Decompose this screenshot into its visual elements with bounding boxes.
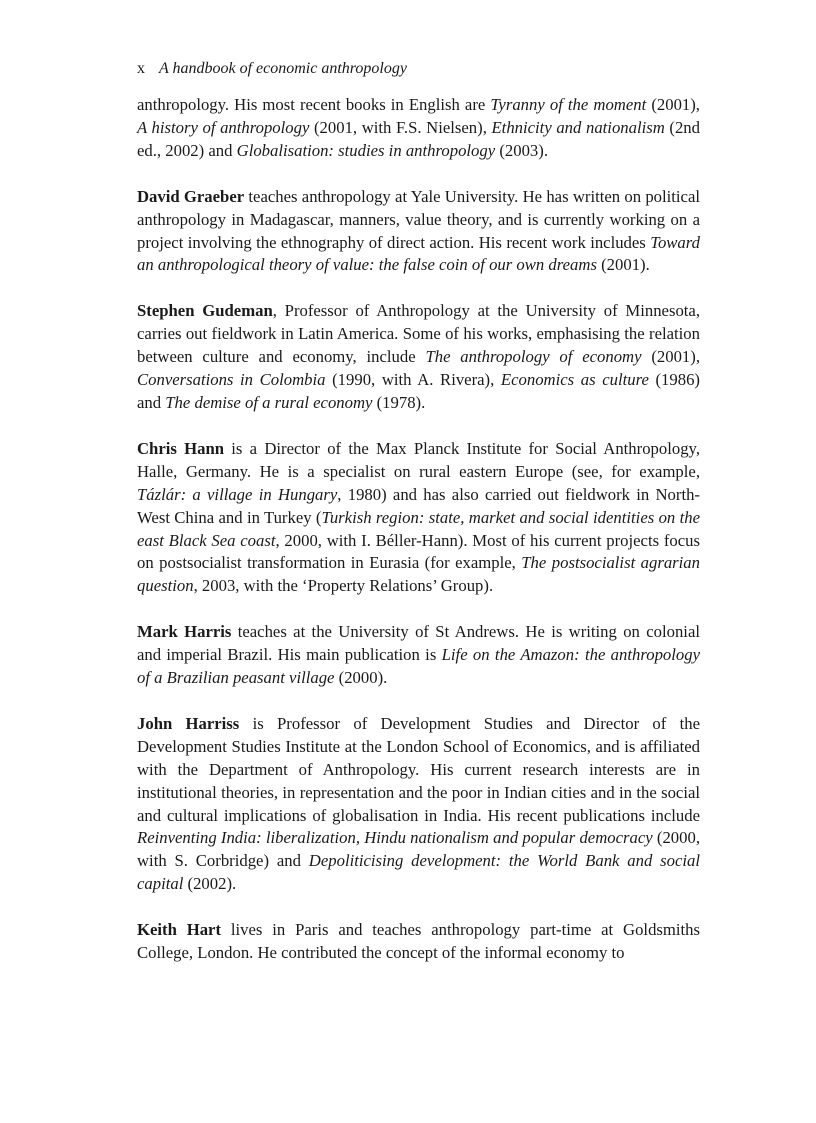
entry-text: , Professor of Anthropology at the University of Minnesota, carries out fieldwork in Latin America. Some of his works, emphasising the relation between culture and economy, include — [137, 301, 701, 367]
entry-text: (1990, with A. Rivera), — [325, 370, 501, 390]
entry-text: (2001), — [646, 95, 700, 114]
work-title: Toward an anthropological theory of value: the false coin of our own dreams — [137, 232, 700, 275]
book-title: A handbook of economic anthropology — [159, 60, 407, 77]
contributor-entry — [137, 713, 700, 896]
entry-text: , 1980) and has also carried out fieldwork in North-West China and in Turkey ( — [137, 484, 700, 527]
entry-text: teaches anthropology at Yale University. He has written on political anthropology in Madagascar, manners, value theory, and is currently working on a project involving the ethnography of direct action. His recent work includes — [137, 186, 701, 252]
entry-text: , 2000, with I. Béller-Hann). Most of his current projects focus on postsocialist transformation in Eurasia (for example, — [137, 530, 700, 573]
work-title: The postsocialist agrarian question — [137, 553, 700, 596]
entry-text: (2001, with F.S. Nielsen), — [309, 117, 492, 137]
entry-text: lives in Paris and teaches anthropology part-time at Goldsmiths College, London. He contributed the concept of the informal economy to — [137, 920, 700, 963]
work-title: Ethnicity and nationalism — [491, 117, 665, 137]
running-head — [137, 58, 700, 80]
work-title: The anthropology of economy — [425, 347, 642, 367]
entry-text: , 2003, with the ‘Property Relations’ Group). — [193, 576, 494, 596]
entry-text: (2001), — [641, 347, 700, 367]
contributor-entry — [137, 300, 700, 415]
entry-text: is a Director of the Max Planck Institute for Social Anthropology, Halle, Germany. He is a specialist on rural eastern Europe (see, for example, — [137, 438, 700, 481]
entry-text: (1978). — [372, 392, 426, 412]
entry-text: (1986) and — [137, 370, 700, 412]
contributor-entry — [137, 438, 700, 598]
contributor-name: Keith Hart — [137, 920, 222, 940]
page — [137, 58, 700, 988]
entry-text: (2002). — [183, 874, 237, 894]
work-title: The demise of a rural economy — [165, 392, 373, 412]
work-title: Turkish region: state, market and social identities on the east Black Sea coast — [137, 507, 700, 550]
work-title: Tázlár: a village in Hungary — [137, 484, 338, 504]
contributor-name: Chris Hann — [137, 438, 225, 458]
contributor-entry — [137, 919, 700, 965]
work-title: Depoliticising development: the World Bank and social capital — [137, 851, 701, 894]
work-title: Reinventing India: liberalization, Hindu nationalism and popular democracy — [137, 828, 653, 848]
contributor-name: Stephen Gudeman — [137, 301, 273, 321]
entry-text: (2nd ed., 2002) and — [137, 117, 700, 160]
contributor-name: David Graeber — [137, 186, 245, 206]
work-title: Economics as culture — [500, 370, 649, 390]
contributor-name: John Harriss — [137, 713, 240, 733]
work-title: Life on the Amazon: the anthropology of a Brazilian peasant village — [137, 645, 700, 688]
entry-text: (2003). — [495, 140, 548, 160]
entry-text: (2001). — [596, 255, 650, 275]
contributor-entry — [137, 621, 700, 690]
page-number: x — [137, 60, 145, 77]
entry-text: (2000). — [334, 668, 388, 688]
contributor-entries — [137, 94, 700, 965]
entry-text: anthropology. His most recent books in English are — [137, 95, 491, 114]
contributor-name: Mark Harris — [137, 622, 232, 642]
work-title: A history of anthropology — [137, 117, 310, 137]
contributor-entry — [137, 94, 700, 163]
entry-text: teaches at the University of St Andrews. He is writing on colonial and imperial Brazil. His main publication is — [137, 622, 700, 665]
contributor-entry — [137, 186, 700, 278]
entry-text: (2000, with S. Corbridge) and — [137, 828, 700, 871]
entry-text: is Professor of Development Studies and Director of the Development Studies Institute at the London School of Economics, and is affiliated with the Department of Anthropology. His current research interests are in institutional theories, in representation and the poor in Indian cities and in the social and cultural implications of globalisation in India. His recent publications include — [137, 713, 700, 825]
work-title: Globalisation: studies in anthropology — [236, 140, 496, 160]
work-title: Tyranny of the moment — [490, 95, 647, 114]
work-title: Conversations in Colombia — [137, 370, 326, 390]
